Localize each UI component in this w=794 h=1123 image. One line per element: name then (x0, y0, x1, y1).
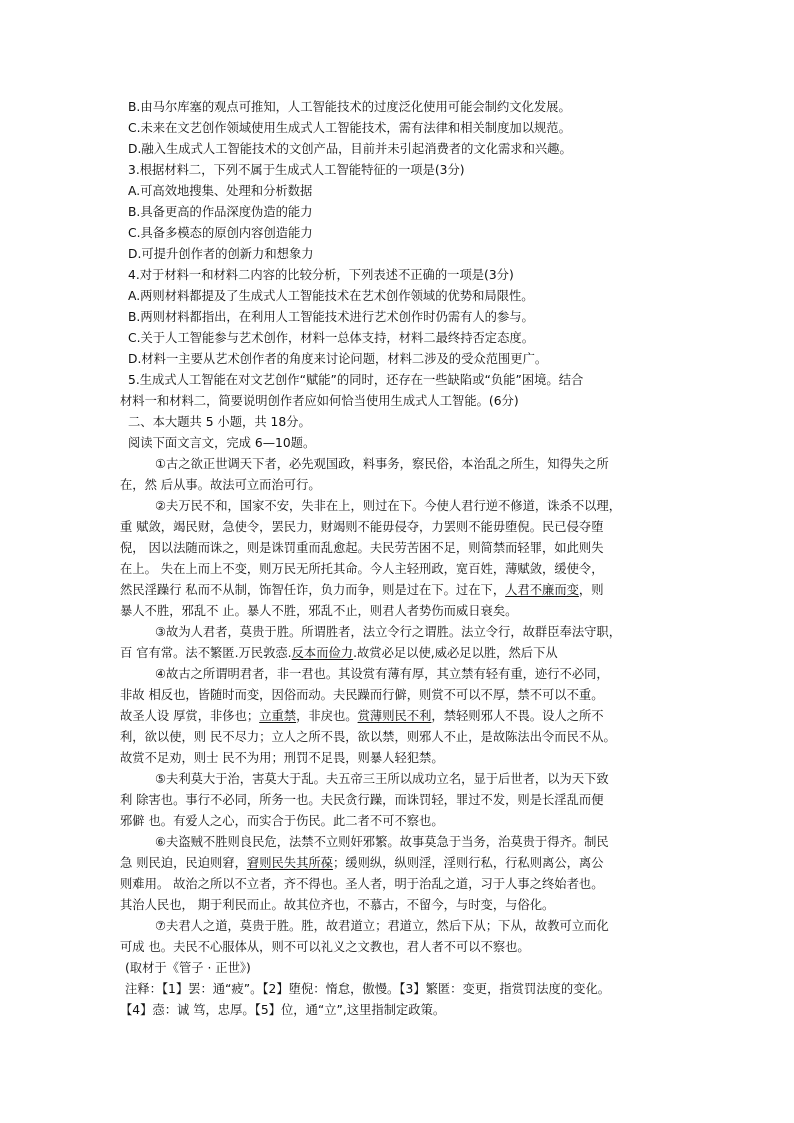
question-4-option-c: C.关于人工智能参与艺术创作，材料一总体支持，材料二最终持否定态度。 (128, 331, 534, 345)
question-3-option-a: A.可高效地搜集、处理和分析数据 (128, 184, 313, 198)
question-3-stem: 3.根据材料二，下列不属于生成式人工智能特征的一项是(3分) (128, 163, 465, 177)
underlined-phrase-5: 窘则民失其所葆 (246, 856, 333, 870)
passage-p7-line-2: 可成 也。夫民不心服体从，则不可以礼义之文教也，君人者不可以不察也。 (120, 940, 530, 954)
question-4-option-b: B.两则材料都指出，在利用人工智能技术进行艺术创作时仍需有人的参与。 (128, 310, 534, 324)
passage-p2-line-6: 暴人不胜，邪乱不 止。暴人不胜，邪乱不止，则君人者势伤而威日衰矣。 (120, 604, 518, 618)
passage-p3-line-2-tail: .故赏必足以使,威必足以胜，然后下从 (353, 646, 558, 660)
passage-p2-line-1: ②夫万民不和，国家不安，失非在上，则过在下。今使人君行逆不修道，诛杀不以理， (155, 499, 622, 513)
annotation-line-2: 【4】悫：诚 笃，忠厚。【5】位，通“立”,这里指制定政策。 (120, 1003, 446, 1017)
option-c-prev: C.未来在文艺创作领域使用生成式人工智能技术，需有法律和相关制度加以规范。 (128, 121, 571, 135)
passage-p6-line-2 (120, 853, 604, 873)
underlined-phrase-3: 立重禁 (259, 709, 297, 723)
question-3-option-d: D.可提升创作者的创新力和想象力 (128, 247, 314, 261)
annotation-line-1: 注释：【1】罢：通“疲”。【2】堕倪：惰怠，傲慢。【3】繁匿：变更，指赏罚法度的变化。 (125, 982, 611, 996)
passage-p2-line-5-text: 然民淫躁行 私而不从制，饰智任诈，负力而争，则是过在下。过在下， (120, 583, 506, 597)
passage-source: (取材于《管子 · 正世》) (125, 961, 251, 975)
passage-p6-line-1: ⑥夫盗贼不胜则良民危，法禁不立则奸邪繁。故事莫急于当务，治莫贵于得齐。制民 (155, 835, 609, 849)
passage-p4-line-5: 故赏不足劝，则士 民不为用；刑罚不足畏，则暴人轻犯禁。 (120, 751, 444, 765)
passage-p6-line-3: 则难用。 故治之所以不立者，齐不得也。圣人者，明于治乱之道，习于人事之终始者也。 (120, 877, 604, 891)
question-5-line-2: 材料一和材料二，简要说明创作者应如何恰当使用生成式人工智能。(6分) (120, 394, 519, 408)
passage-p2-line-5 (120, 580, 604, 600)
underlined-phrase-4: 赏薄则民不利 (357, 709, 432, 723)
question-3-option-c: C.具备多模态的原创内容创造能力 (128, 226, 313, 240)
question-3-option-b: B.具备更高的作品深度伪造的能力 (128, 205, 313, 219)
passage-p3-line-1: ③故为人君者，莫贵于胜。所谓胜者，法立令行之谓胜。法立令行，故群臣奉法守职， (155, 625, 622, 639)
option-b-prev: B.由马尔库塞的观点可推知，人工智能技术的过度泛化使用可能会制约文化发展。 (128, 100, 571, 114)
passage-p6-line-2-text: 急 则民迫，民迫则窘， (120, 856, 247, 870)
question-4-option-a: A.两则材料都提及了生成式人工智能技术在艺术创作领域的优势和局限性。 (128, 289, 534, 303)
question-4-stem: 4.对于材料一和材料二内容的比较分析，下列表述不正确的一项是(3分) (128, 268, 514, 282)
passage-p5-line-3: 邪僻 也。有爱人之心，而实合于伤民。此二者不可不察也。 (120, 814, 444, 828)
passage-p5-line-2: 利 除害也。事行不必同，所务一也。夫民贪行躁，而诛罚轻，罪过不发，则是长淫乱而便 (120, 793, 604, 807)
passage-p6-line-4: 其治人民也， 期于利民而止。故其位齐也，不慕古，不留今，与时变，与俗化。 (120, 898, 555, 912)
option-d-prev: D.融入生成式人工智能技术的文创产品，目前并未引起消费者的文化需求和兴趣。 (128, 142, 572, 156)
passage-p4-line-3-tail: ，禁轻则邪人不畏。设人之所不 (431, 709, 604, 723)
passage-p4-line-2: 非故 相反也，皆随时而变，因俗而动。夫民躁而行僻，则赏不可以不厚，禁不可以不重。 (120, 688, 604, 702)
passage-p2-line-4: 在上。 失在上而上不变，则万民无所托其命。今人主轻刑政，宽百姓，薄赋敛，缓使令， (120, 562, 604, 576)
section-2-heading: 二、本大题共 5 小题，共 18分。 (128, 415, 311, 429)
question-4-option-d: D.材料一主要从艺术创作者的角度来讨论问题，材料二涉及的受众范围更广。 (128, 352, 548, 366)
underlined-phrase-1: 人君不廉而变 (505, 583, 579, 597)
passage-p3-line-2-text: 百 官有常。法不繁匿.万民敦悫. (120, 646, 292, 660)
underlined-phrase-2: 反本而俭力 (291, 646, 354, 660)
passage-p4-line-4: 利，欲以使，则 民不尽力；立人之所不畏，欲以禁，则邪人不止，是故陈法出令而民不从。 (120, 730, 616, 744)
passage-p4-line-3 (120, 706, 604, 726)
section-2-intro: 阅读下面文言文，完成 6—10题。 (128, 436, 316, 450)
question-5-line-1: 5.生成式人工智能在对文艺创作“赋能”的同时，还存在一些缺陷或“负能”困境。结合 (128, 373, 584, 387)
passage-p4-line-3-text: 故圣人设 厚赏，非侈也； (120, 709, 260, 723)
passage-p5-line-1: ⑤夫利莫大于治，害莫大于乱。夫五帝三王所以成功立名，显于后世者，以为天下致 (155, 772, 609, 786)
passage-p2-line-5-tail: ，则 (578, 583, 604, 597)
passage-p1-line-1: ①古之欲正世调天下者，必先观国政，料事务，察民俗，本治乱之所生，知得失之所 (155, 457, 609, 471)
passage-p2-line-2: 重 赋敛，竭民财，急使令，罢民力，财竭则不能毋侵夺，力罢则不能毋堕倪。民已侵夺堕 (120, 520, 604, 534)
passage-p6-line-2-tail: ；缓则纵，纵则淫，淫则行私，行私则离公，离公 (332, 856, 604, 870)
passage-p1-line-2: 在，然 后从事。故法可立而治可行。 (120, 478, 321, 492)
passage-p4-line-1: ④故古之所谓明君者，非一君也。其设赏有薄有厚，其立禁有轻有重，迹行不必同， (155, 667, 609, 681)
passage-p2-line-3: 倪， 因以法随而诛之，则是诛罚重而乱愈起。夫民劳苦困不足，则简禁而轻罪，如此则失 (120, 541, 604, 555)
passage-p3-line-2 (120, 643, 558, 663)
passage-p4-line-3-mid: ，非戾也。 (296, 709, 358, 723)
passage-p7-line-1: ⑦夫君人之道，莫贵于胜。胜，故君道立；君道立，然后下从；下从，故教可立而化 (155, 919, 609, 933)
